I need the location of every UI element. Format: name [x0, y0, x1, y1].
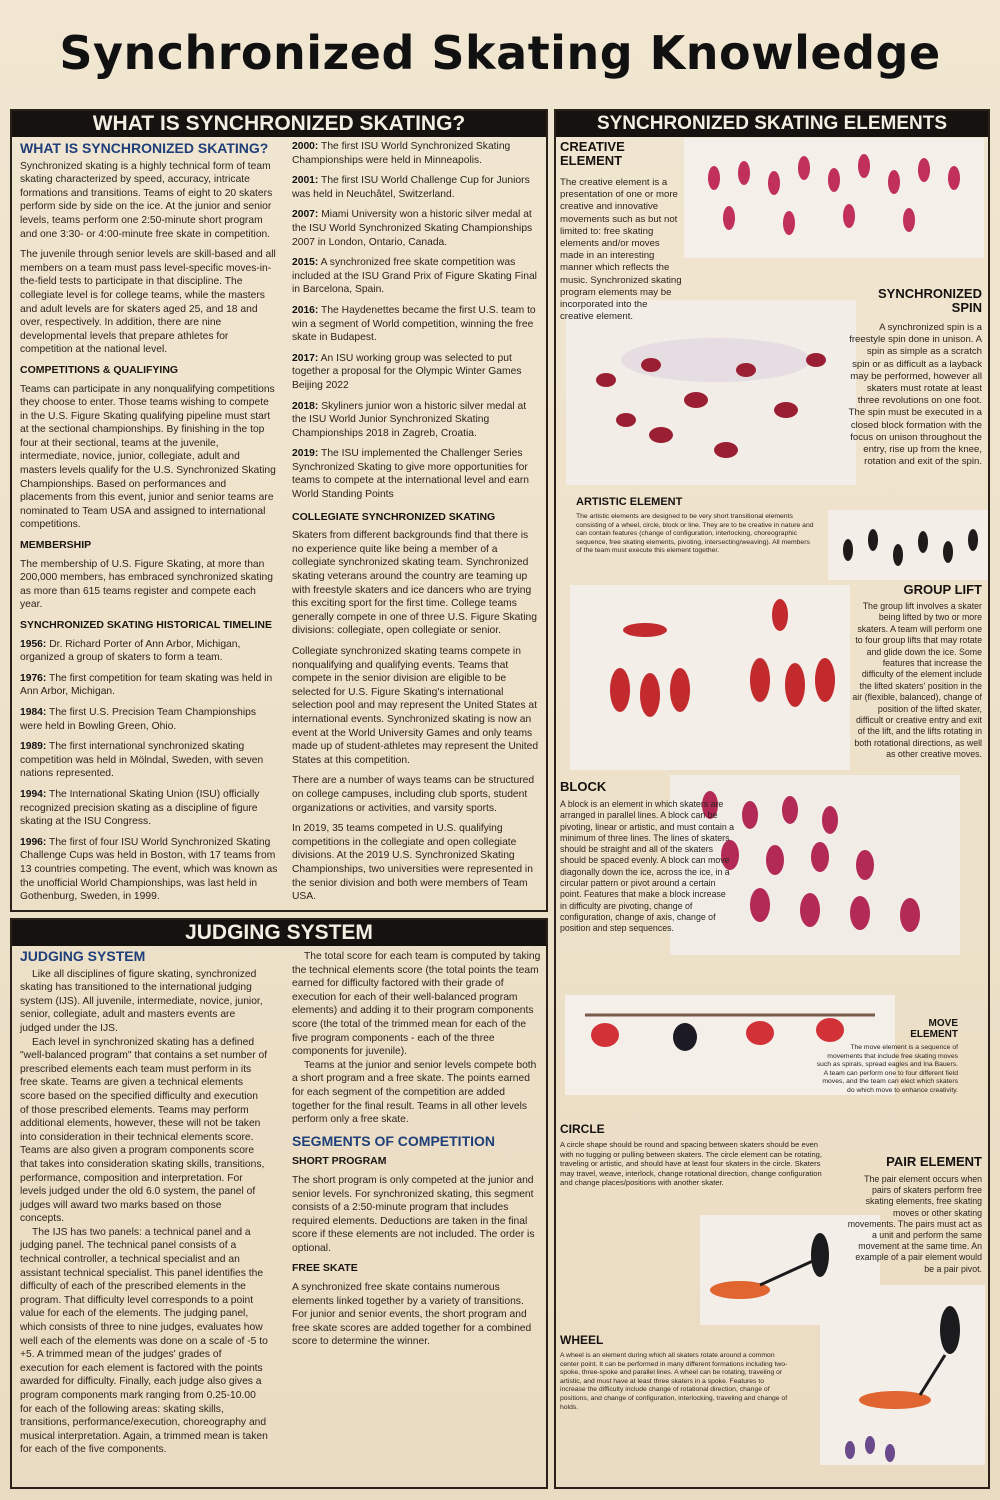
timeline-entry	[20, 672, 278, 699]
membership-text: The membership of U.S. Figure Skating, at more than 200,000 members, has embraced synchronized skating as more than 615 teams register and compete each year.	[20, 558, 273, 611]
competitions-text: Teams can participate in any nonqualifying competitions they choose to enter. Those teams wishing to compete in the U.S. Figure Skating qualifying pipeline must start at the sectional championships. By finishing in the top four at their sectional, teams at the juvenile, intermediate, novice, junior, collegiate, adult and masters levels qualify for the U.S. Synchronized Skating Championships. Based on performances and placements from this event, junior and senior teams are nominated to Team USA and assigned to international competitions.	[20, 383, 276, 531]
what-is-paragraph-2: The juvenile through senior levels are skill-based and all members on a team must pass level-specific moves-in-the-field tests to participate in that discipline. The collegiate level is for college teams, while the masters and adult levels are for skaters aged 25, and 18 and over, respectively. In addition, there are nine developmental levels that prepare athletes for competition at the national level.	[20, 249, 276, 356]
collegiate-paragraph-2: Collegiate synchronized skating teams compete in nonqualifying and qualifying events. Teams that compete in the senior division are eligible to be selected for U.S. Figure Skating's international selection pool and may represent the United States at international events. Synchronized skating is now an event at the World University Games and only teams made up of student-athletes may represent the United States at this competition.	[292, 646, 539, 766]
synchronized-spin-text: A synchronized spin is a freestyle spin done in unison. A spin as simple as a scratch spin or as difficult as a layback may be performed, however all skaters must rotate at least three revolutions on one foot. The spin must be executed in a closed block formation with the focus on unison throughout the entry, rise up from the knee, rotation and exit of the spin.	[848, 322, 982, 468]
timeline-list-right	[292, 140, 542, 502]
timeline-text: A synchronized free skate competition was included at the ISU Grand Prix of Figure Skating Final in Barcelona, Spain.	[292, 257, 537, 296]
move-element-text: The move element is a sequence of movements that include free skating moves such as spirals, spread eagles and Ina Bauers. A team can perform one to four different field moves, and the team can elect which skaters do which move to enhance creativity.	[816, 1044, 958, 1094]
timeline-entry	[20, 740, 278, 781]
judging-paragraph-4: The total score for each team is computed by taking the technical elements score (the total points the team earned for difficulty factored with their grade of execution for each of their well-balanced program elements) and adding it to their program components score (the total of the trimmed mean for each of the five program components - each of the three components for juvenile).	[292, 951, 541, 1058]
free-skate-text: A synchronized free skate contains numerous elements linked together by a variety of transitions. For junior and senior events, the short program and free skate scores are added together for a combined score to determine the winner.	[292, 1282, 532, 1348]
timeline-year: 1989:	[20, 741, 47, 753]
move-element-title: MOVE ELEMENT	[910, 1018, 958, 1040]
judging-banner: JUDGING SYSTEM	[12, 920, 546, 946]
timeline-year: 2016:	[292, 304, 319, 316]
synchronized-spin-photo	[566, 300, 856, 485]
timeline-text: The first U.S. Precision Team Championships were held in Bowling Green, Ohio.	[20, 706, 257, 732]
timeline-year: 1976:	[20, 672, 47, 684]
timeline-entry	[20, 836, 278, 904]
what-is-column-right	[292, 140, 542, 907]
what-is-banner: WHAT IS SYNCHRONIZED SKATING?	[12, 111, 546, 137]
collegiate-paragraph-1: Skaters from different backgrounds find that there is no experience quite like being a member of a collegiate synchronized skating team. Synchronized skating veterans around the country are teaming up with freestyle skaters and ice dancers who are trying this exciting sport for the first time. College teams generally compete in one of three U.S. Figure Skating divisions: collegiate, open collegiate or senior.	[292, 530, 537, 637]
group-lift-title: GROUP LIFT	[903, 582, 982, 597]
collegiate-paragraph-3: There are a number of ways teams can be structured on college campuses, including club sports, student organizations or activities, and varsity sports.	[292, 775, 535, 814]
timeline-entry	[292, 304, 542, 345]
pair-element-text: The pair element occurs when pairs of skaters perform free skating elements, free skating moves or other skating movements. The pairs must act as a unit and perform the same movement at the same time. An example of a pair element would be a pair pivot.	[847, 1174, 982, 1274]
artistic-element-title: ARTISTIC ELEMENT	[576, 496, 683, 508]
short-program-heading: SHORT PROGRAM	[292, 1155, 387, 1168]
timeline-entry	[292, 400, 542, 441]
timeline-entry	[292, 352, 542, 393]
elements-banner: SYNCHRONIZED SKATING ELEMENTS	[556, 111, 988, 137]
timeline-year: 2001:	[292, 175, 319, 187]
timeline-year: 2017:	[292, 352, 319, 364]
wheel-text: A wheel is an element during which all skaters rotate around a common center point. It can be performed in many different formations including two-spoke, three-spoke and parallel lines. A wheel can be rotating, traveling or artistic, and must have at least three skaters in a spoke. Features to increase the difficulty include change of rotational direction, change of positions, and change of configuration, interlocking, traveling and change of holds.	[560, 1352, 788, 1411]
timeline-text: The International Skating Union (ISU) officially recognized precision skating as a discipline of figure skating at the ISU Congress.	[20, 788, 260, 828]
pair-element-title: PAIR ELEMENT	[886, 1154, 982, 1169]
timeline-text: Skyliners junior won a historic silver medal at the ISU World Junior Synchronized Skating Championships 2018 in Zagreb, Croatia.	[292, 400, 527, 439]
timeline-text: The ISU implemented the Challenger Series Synchronized Skating to give more opportunities for teams to compete at the international level and earn World Standing Points	[292, 448, 529, 501]
creative-element-photo	[684, 138, 984, 258]
timeline-text: The first ISU World Challenge Cup for Juniors was held in Neuchâtel, Switzerland.	[292, 175, 530, 200]
synchronized-spin-title: SYNCHRONIZED SPIN	[877, 286, 982, 315]
group-lift-photo	[570, 585, 850, 770]
block-text: A block is an element in which skaters are arranged in parallel lines. A block can be pivoting, linear or artistic, and must contain a minimum of three lines. The lines of skaters should be straight and all of the skaters should be spaced evenly. A block can move diagonally down the ice, across the ice, in a circular pattern or pivot around a certain point. Features that make a block increase in difficulty are pivoting, change of configuration, change of axis, change of position and step sequences.	[560, 799, 735, 934]
timeline-text: An ISU working group was selected to put together a proposal for the Olympic Winter Games Beijing 2022	[292, 352, 522, 391]
timeline-year: 1994:	[20, 788, 47, 800]
timeline-text: The first international synchronized skating competition was held in Mölndal, Sweden, with seven nations represented.	[20, 741, 264, 780]
judging-paragraph-1: Like all disciplines of figure skating, synchronized skating has transitioned to the international judging system (IJS). All juvenile, intermediate, novice, junior, senior, collegiate, adult and masters events are judged under the IJS.	[20, 968, 263, 1034]
segments-heading: SEGMENTS OF COMPETITION	[292, 1132, 496, 1149]
page-title: Synchronized Skating Knowledge	[59, 26, 941, 80]
timeline-entry	[292, 140, 542, 167]
timeline-year: 1996:	[20, 836, 47, 848]
what-is-paragraph-1: Synchronized skating is a highly technical form of team skating characterized by speed, accuracy, intricate formations and transitions. Teams of eight to 20 skaters perform side by side on the ice. At the junior and senior levels, teams perform one 2:50-minute short program and one 3:30- or 4:00-minute free skate in competition.	[20, 160, 273, 240]
block-title: BLOCK	[560, 779, 607, 794]
circle-title: CIRCLE	[560, 1122, 605, 1136]
circle-text: A circle shape should be round and spacing between skaters should be even with no tugging or pulling between skaters. The circle element can be rotating, traveling or artistic, and should have at least four skaters in the circle. Skaters may travel, weave, interlock, change rotational direction, change configuration and change places/positions with another skater.	[560, 1140, 822, 1188]
timeline-year: 2000:	[292, 141, 319, 152]
judging-paragraph-5: Teams at the junior and senior levels compete both a short program and a free skate. The points earned for each segment of the competition are added together for the final result. Teams in all other levels perform only a free skate.	[292, 1059, 537, 1126]
timeline-entry	[20, 788, 278, 829]
collegiate-heading: COLLEGIATE SYNCHRONIZED SKATING	[292, 510, 496, 523]
timeline-text: Miami University won a historic silver medal at the ISU World Synchronized Skating Championships 2007 in London, Ontario, Canada.	[292, 209, 533, 248]
judging-paragraph-2: Each level in synchronized skating has a defined "well-balanced program" that contains a set number of prescribed elements each team must perform in its free skate. Teams are given a technical elements score based on the specified difficulty and execution of those prescribed elements. Teams may perform additional elements, however, these will not be taken into consideration in their technical elements score. Teams are also given a program components score that takes into consideration skating skills, transitions, performance, composition and interpretation. For levels judged under the old 6.0 system, the panel of judges will award two marks based on those concepts.	[20, 1036, 268, 1225]
timeline-text: The first competition for team skating was held in Ann Arbor, Michigan.	[20, 672, 273, 698]
wheel-title: WHEEL	[560, 1333, 604, 1347]
timeline-text: The Haydenettes became the first U.S. team to win a segment of World competition, winning the free skate in Budapest.	[292, 304, 536, 344]
timeline-year: 1956:	[20, 638, 47, 650]
timeline-text: The first ISU World Synchronized Skating Championships were held in Minneapolis.	[292, 141, 511, 166]
timeline-year: 1984:	[20, 706, 47, 718]
membership-heading: MEMBERSHIP	[20, 539, 92, 552]
free-skate-heading: FREE SKATE	[292, 1262, 358, 1275]
timeline-list-left	[20, 638, 278, 904]
timeline-year: 2018:	[292, 400, 319, 412]
timeline-year: 2007:	[292, 209, 319, 221]
timeline-entry	[292, 256, 542, 297]
short-program-text: The short program is only competed at the junior and senior levels. For synchronized skating, this segment consists of a 2:50-minute program that includes required elements. Deductions are taken in the final score if these elements are not included. The order is optional.	[292, 1174, 535, 1254]
timeline-entry	[292, 174, 542, 201]
judging-column-left	[20, 950, 268, 1485]
what-is-heading: WHAT IS SYNCHRONIZED SKATING?	[20, 140, 269, 156]
timeline-entry	[20, 638, 278, 665]
timeline-entry	[20, 706, 278, 733]
creative-element-text: The creative element is a presentation of one or more creative and innovative movements such as but not limited to: free skating elements and/or moves made in an interesting manner which reflects the music. Synchronized skating program elements may be incorporated into the creative element.	[560, 177, 682, 323]
timeline-text: The first of four ISU World Synchronized Skating Challenge Cups was held in Boston, with 17 teams from 13 countries competing. The event, which was known as the unofficial World Championships, was last held in Gothenburg, Sweden, in 1999.	[20, 836, 278, 903]
timeline-heading: SYNCHRONIZED SKATING HISTORICAL TIMELINE	[20, 619, 273, 631]
timeline-text: Dr. Richard Porter of Ann Arbor, Michigan, organized a group of skaters to form a team.	[20, 638, 241, 664]
timeline-entry	[292, 208, 542, 249]
timeline-year: 2015:	[292, 257, 319, 269]
wheel-photo	[820, 1285, 985, 1465]
group-lift-text: The group lift involves a skater being lifted by two or more skaters. A team will perform one to four group lifts that may rotate and glide down the ice. Some features that increase the difficulty of the element include the lifted skaters' position in the air (flexible, balanced), change of position of the lifted skater, difficult or creative entry and exit of the lift, and the lifts rotating in both rotational directions, as well as other creative moves.	[852, 601, 982, 760]
artistic-element-photo	[828, 510, 988, 580]
judging-column-right	[292, 950, 542, 1485]
creative-element-title: CREATIVE ELEMENT	[560, 139, 625, 168]
artistic-element-text: The artistic elements are designed to be very short transitional elements consisting of a wheel, circle, block or line. They are to be creative in nature and can contain features (change of configuration, interlocking, choreographic sequence, free skating elements, pivoting, intersecting/weaving). All members of the team must execute this element together.	[576, 513, 814, 555]
what-is-column-left	[20, 142, 278, 907]
judging-paragraph-3: The IJS has two panels: a technical panel and a judging panel. The technical panel consists of a technical controller, a technical specialist and an assistant technical specialist. This panel identifies the difficulty of each of the prescribed elements in the program. That difficulty level corresponds to a point value for each of the elements. The judging panel, which consists of three to nine judges, evaluates how well each of the elements was done on a scale of -5 to +5. A trimmed mean of the judges' grades of execution for each element is factored with the points awarded for difficulty. Finally, each judge also gives a program components mark ranging from 0.25-10.00 for each of the following areas: skating skills, transitions, performance/execution, choreography and musical interpretation. Again, a trimmed mean is taken for each of the five components.	[20, 1226, 268, 1456]
judging-heading: JUDGING SYSTEM	[20, 948, 146, 964]
competitions-heading: COMPETITIONS & QUALIFYING	[20, 363, 179, 376]
collegiate-paragraph-4: In 2019, 35 teams competed in U.S. qualifying competitions in the collegiate and open collegiate divisions. At the 2019 U.S. Synchronized Skating Championships, two universities were represented in the senior division and both were members of Team USA.	[292, 823, 533, 903]
timeline-entry	[292, 447, 542, 501]
timeline-year: 2019:	[292, 448, 319, 460]
